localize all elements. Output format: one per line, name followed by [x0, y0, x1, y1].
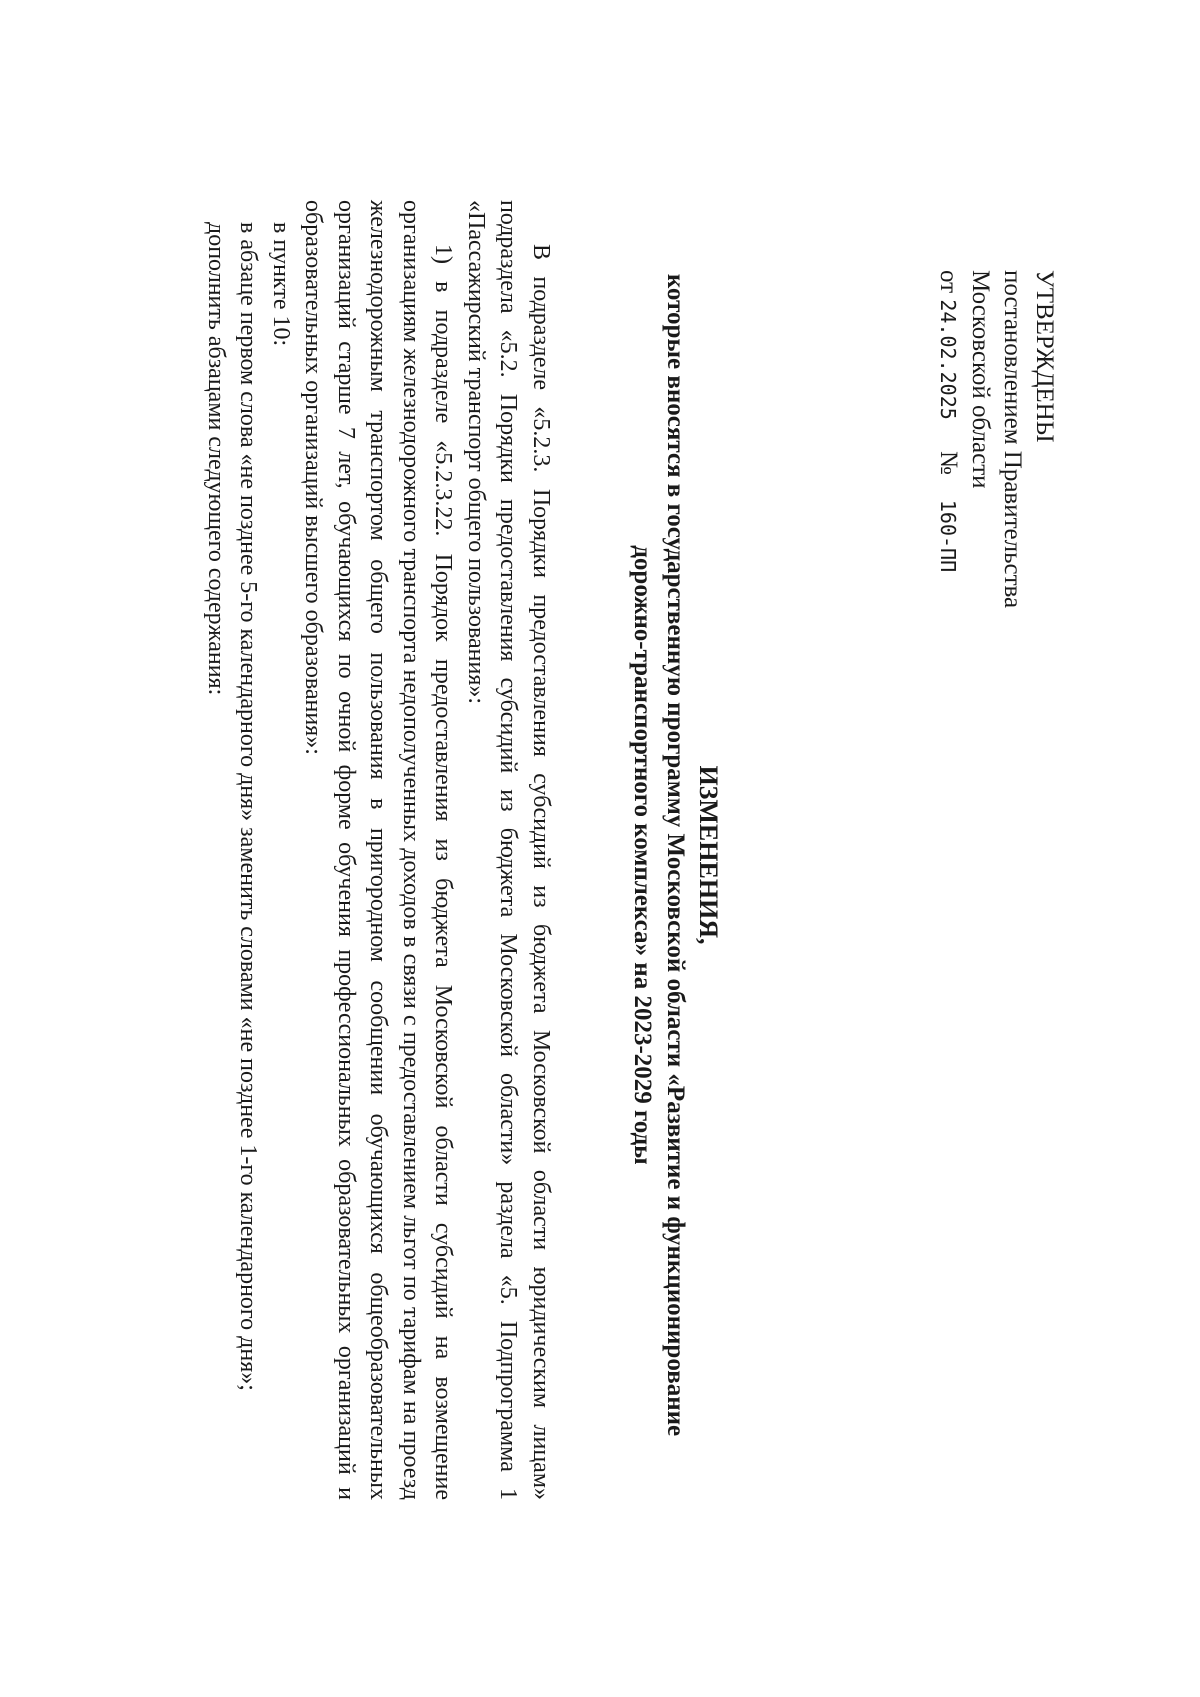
document-title [626, 200, 725, 1510]
paragraph-2: 1) в подразделе «5.2.3.22. Порядок предоставления из бюджета Московской области субсидий на возмещение организациям железнодорожного транспорта недополученных доходов в связи с предоставлением льгот по тарифам на проезд железнодорожным транспортом общего пользования в пригородном сообщении обучающихся общеобразовательных организаций старше 7 лет, обучающихся по очной форме обучения профессиональных образовательных организаций и образовательных организаций высшего образования»: [300, 200, 457, 1500]
approval-number: 160-ПП [936, 499, 960, 573]
paragraph-5: дополнить абзацами следующего содержания: [203, 222, 229, 696]
title-line-2: которые вносятся в государственную программу Московской области «Развитие и функционирование [662, 273, 689, 1437]
approval-date-prefix: от [935, 270, 962, 294]
approval-stamp [932, 270, 1060, 608]
approval-region: Московской области [967, 270, 994, 489]
approval-number-sign: № [935, 451, 962, 475]
document-body [200, 200, 558, 1500]
paragraph-3: в пункте 10: [268, 222, 294, 347]
title-heading: ИЗМЕНЕНИЯ, [694, 765, 723, 945]
approval-date-line [932, 270, 964, 608]
approval-title: УТВЕРЖДЕНЫ [1031, 270, 1058, 443]
paragraph-4: в абзаце первом слова «не позднее 5-го календарного дня» заменить словами «не позднее 1-го календарного дня»; [235, 222, 262, 1391]
title-line-3: дорожно-транспортного комплекса» на 2023-2029 годы [629, 545, 656, 1165]
paragraph-1: В подразделе «5.2.3. Порядки предоставления субсидий из бюджета Московской области юридическим лицам» подраздела «5.2. Порядки предоставления субсидий из бюджета Московской области» раздела «5. Подпрограмма 1 «Пассажирский транспорт общего пользования»: [463, 200, 554, 1500]
approval-issuer: постановлением Правительства [999, 270, 1026, 609]
approval-date: 24.02.2025 [936, 299, 960, 420]
